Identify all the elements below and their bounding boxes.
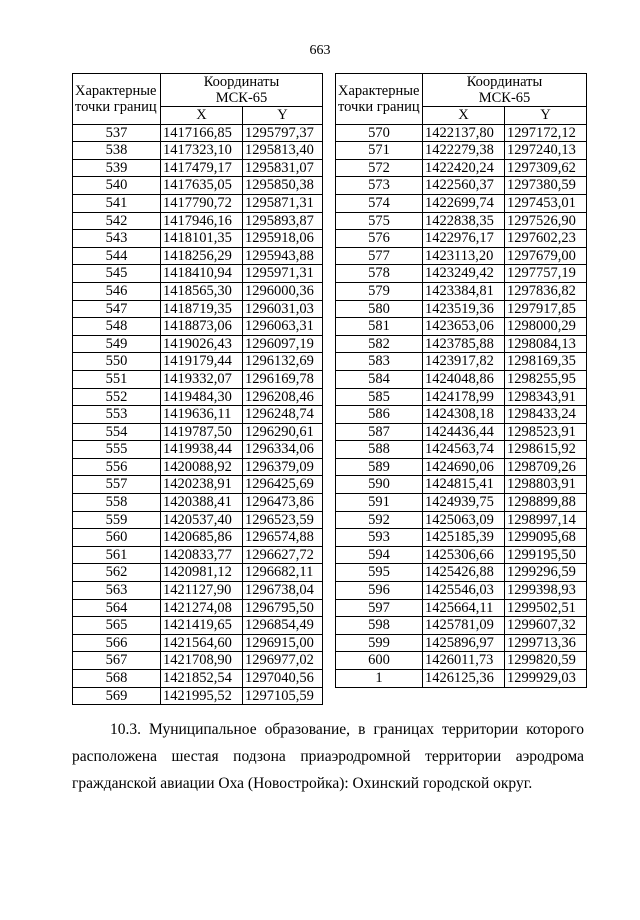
header-x: X <box>161 107 243 125</box>
table-row <box>336 159 587 177</box>
y-coordinate-cell: 1297679,00 <box>505 247 587 265</box>
x-coordinate-cell: 1418410,94 <box>161 265 243 283</box>
x-coordinate-cell: 1426011,73 <box>423 652 505 670</box>
y-coordinate-cell: 1296627,72 <box>243 546 323 564</box>
point-number-cell: 581 <box>336 318 423 336</box>
x-coordinate-cell: 1417479,17 <box>161 159 243 177</box>
table-row <box>73 599 323 617</box>
x-coordinate-cell: 1422699,74 <box>423 194 505 212</box>
x-coordinate-cell: 1424308,18 <box>423 406 505 424</box>
point-number-cell: 588 <box>336 441 423 459</box>
table-row <box>73 564 323 582</box>
table-row <box>336 458 587 476</box>
table-row <box>73 494 323 512</box>
point-number-cell: 582 <box>336 335 423 353</box>
table-row <box>336 599 587 617</box>
point-number-cell: 1 <box>336 670 423 688</box>
x-coordinate-cell: 1418565,30 <box>161 282 243 300</box>
x-coordinate-cell: 1417790,72 <box>161 194 243 212</box>
header-points-line2: точки границ <box>338 98 420 115</box>
y-coordinate-cell: 1298615,92 <box>505 441 587 459</box>
point-number-cell: 586 <box>336 406 423 424</box>
header-coordinates <box>161 74 323 107</box>
point-number-cell: 591 <box>336 494 423 512</box>
x-coordinate-cell: 1424690,06 <box>423 458 505 476</box>
y-coordinate-cell: 1299195,50 <box>505 546 587 564</box>
point-number-cell: 560 <box>73 529 161 547</box>
x-coordinate-cell: 1422560,37 <box>423 177 505 195</box>
point-number-cell: 563 <box>73 582 161 600</box>
table-row <box>73 335 323 353</box>
y-coordinate-cell: 1299502,51 <box>505 599 587 617</box>
paragraph-line: расположена шестая подзона приаэродромной территории аэродрома <box>72 748 584 765</box>
x-coordinate-cell: 1423653,06 <box>423 318 505 336</box>
y-coordinate-cell: 1298433,24 <box>505 406 587 424</box>
table-row <box>73 617 323 635</box>
header-coordinates-line1: Координаты <box>466 74 543 90</box>
table-row <box>73 388 323 406</box>
y-coordinate-cell: 1299296,59 <box>505 564 587 582</box>
table-row <box>336 353 587 371</box>
table-row <box>336 582 587 600</box>
table-row <box>336 494 587 512</box>
x-coordinate-cell: 1423785,88 <box>423 335 505 353</box>
table-row <box>336 177 587 195</box>
x-coordinate-cell: 1424436,44 <box>423 423 505 441</box>
point-number-cell: 590 <box>336 476 423 494</box>
x-coordinate-cell: 1417166,85 <box>161 124 243 142</box>
x-coordinate-cell: 1420685,86 <box>161 529 243 547</box>
x-coordinate-cell: 1425185,39 <box>423 529 505 547</box>
x-coordinate-cell: 1421419,65 <box>161 617 243 635</box>
table-row <box>73 687 323 705</box>
point-number-cell: 600 <box>336 652 423 670</box>
y-coordinate-cell: 1297526,90 <box>505 212 587 230</box>
table-row <box>73 194 323 212</box>
table-row <box>336 441 587 459</box>
x-coordinate-cell: 1423249,42 <box>423 265 505 283</box>
x-coordinate-cell: 1426125,36 <box>423 670 505 688</box>
point-number-cell: 592 <box>336 511 423 529</box>
table-row <box>73 582 323 600</box>
y-coordinate-cell: 1298000,29 <box>505 318 587 336</box>
x-coordinate-cell: 1422279,38 <box>423 142 505 160</box>
y-coordinate-cell: 1297380,59 <box>505 177 587 195</box>
table-row <box>73 300 323 318</box>
table-row <box>73 124 323 142</box>
table-row <box>336 670 587 688</box>
point-number-cell: 540 <box>73 177 161 195</box>
paragraph-line: 10.3. Муниципальное образование, в границах территории которого <box>110 721 584 738</box>
table-row <box>336 529 587 547</box>
table-row <box>73 406 323 424</box>
point-number-cell: 542 <box>73 212 161 230</box>
y-coordinate-cell: 1297040,56 <box>243 670 323 688</box>
table-row <box>73 212 323 230</box>
point-number-cell: 546 <box>73 282 161 300</box>
table-row <box>336 194 587 212</box>
point-number-cell: 568 <box>73 670 161 688</box>
table-row <box>336 247 587 265</box>
x-coordinate-cell: 1421995,52 <box>161 687 243 705</box>
y-coordinate-cell: 1296208,46 <box>243 388 323 406</box>
x-coordinate-cell: 1425426,88 <box>423 564 505 582</box>
x-coordinate-cell: 1419636,11 <box>161 406 243 424</box>
point-number-cell: 587 <box>336 423 423 441</box>
table-row <box>336 388 587 406</box>
x-coordinate-cell: 1424178,99 <box>423 388 505 406</box>
table-row <box>73 230 323 248</box>
y-coordinate-cell: 1295797,37 <box>243 124 323 142</box>
y-coordinate-cell: 1296248,74 <box>243 406 323 424</box>
y-coordinate-cell: 1299398,93 <box>505 582 587 600</box>
y-coordinate-cell: 1295813,40 <box>243 142 323 160</box>
x-coordinate-cell: 1422137,80 <box>423 124 505 142</box>
point-number-cell: 577 <box>336 247 423 265</box>
x-coordinate-cell: 1423917,82 <box>423 353 505 371</box>
x-coordinate-cell: 1422838,35 <box>423 212 505 230</box>
table-row <box>73 159 323 177</box>
x-coordinate-cell: 1422976,17 <box>423 230 505 248</box>
y-coordinate-cell: 1296523,59 <box>243 511 323 529</box>
table-row <box>73 634 323 652</box>
table-row <box>73 265 323 283</box>
paragraph-line: гражданской авиации Оха (Новостройка): Охинский городской округ. <box>72 775 533 792</box>
point-number-cell: 543 <box>73 230 161 248</box>
table-row <box>73 423 323 441</box>
table-row <box>336 142 587 160</box>
y-coordinate-cell: 1298997,14 <box>505 511 587 529</box>
point-number-cell: 576 <box>336 230 423 248</box>
point-number-cell: 579 <box>336 282 423 300</box>
y-coordinate-cell: 1298899,88 <box>505 494 587 512</box>
x-coordinate-cell: 1425664,11 <box>423 599 505 617</box>
point-number-cell: 573 <box>336 177 423 195</box>
point-number-cell: 549 <box>73 335 161 353</box>
table-row <box>336 212 587 230</box>
point-number-cell: 569 <box>73 687 161 705</box>
y-coordinate-cell: 1297917,85 <box>505 300 587 318</box>
x-coordinate-cell: 1420537,40 <box>161 511 243 529</box>
point-number-cell: 585 <box>336 388 423 406</box>
point-number-cell: 556 <box>73 458 161 476</box>
point-number-cell: 550 <box>73 353 161 371</box>
point-number-cell: 558 <box>73 494 161 512</box>
point-number-cell: 593 <box>336 529 423 547</box>
y-coordinate-cell: 1296379,09 <box>243 458 323 476</box>
point-number-cell: 594 <box>336 546 423 564</box>
table-row <box>73 441 323 459</box>
table-row <box>73 247 323 265</box>
y-coordinate-cell: 1297172,12 <box>505 124 587 142</box>
y-coordinate-cell: 1296473,86 <box>243 494 323 512</box>
point-number-cell: 545 <box>73 265 161 283</box>
header-coordinates-line2: МСК-65 <box>215 90 268 106</box>
header-x: X <box>423 107 505 125</box>
table-row <box>336 300 587 318</box>
table-row <box>73 142 323 160</box>
x-coordinate-cell: 1423519,36 <box>423 300 505 318</box>
point-number-cell: 539 <box>73 159 161 177</box>
table-row <box>73 652 323 670</box>
x-coordinate-cell: 1417323,10 <box>161 142 243 160</box>
point-number-cell: 578 <box>336 265 423 283</box>
header-y: Y <box>243 107 323 125</box>
x-coordinate-cell: 1425781,09 <box>423 617 505 635</box>
y-coordinate-cell: 1296290,61 <box>243 423 323 441</box>
y-coordinate-cell: 1299095,68 <box>505 529 587 547</box>
point-number-cell: 595 <box>336 564 423 582</box>
y-coordinate-cell: 1297309,62 <box>505 159 587 177</box>
y-coordinate-cell: 1295831,07 <box>243 159 323 177</box>
page-number: 663 <box>309 43 331 58</box>
point-number-cell: 551 <box>73 370 161 388</box>
point-number-cell: 589 <box>336 458 423 476</box>
y-coordinate-cell: 1299607,32 <box>505 617 587 635</box>
point-number-cell: 570 <box>336 124 423 142</box>
y-coordinate-cell: 1298343,91 <box>505 388 587 406</box>
x-coordinate-cell: 1419026,43 <box>161 335 243 353</box>
y-coordinate-cell: 1298803,91 <box>505 476 587 494</box>
point-number-cell: 559 <box>73 511 161 529</box>
point-number-cell: 565 <box>73 617 161 635</box>
y-coordinate-cell: 1297105,59 <box>243 687 323 705</box>
y-coordinate-cell: 1296334,06 <box>243 441 323 459</box>
x-coordinate-cell: 1424939,75 <box>423 494 505 512</box>
x-coordinate-cell: 1418719,35 <box>161 300 243 318</box>
point-number-cell: 596 <box>336 582 423 600</box>
y-coordinate-cell: 1298255,95 <box>505 370 587 388</box>
table-row <box>336 634 587 652</box>
y-coordinate-cell: 1296000,36 <box>243 282 323 300</box>
y-coordinate-cell: 1299929,03 <box>505 670 587 688</box>
x-coordinate-cell: 1419484,30 <box>161 388 243 406</box>
y-coordinate-cell: 1296063,31 <box>243 318 323 336</box>
header-y: Y <box>505 107 587 125</box>
x-coordinate-cell: 1417635,05 <box>161 177 243 195</box>
header-points-line1: Характерные <box>75 82 157 99</box>
y-coordinate-cell: 1295918,06 <box>243 230 323 248</box>
header-coordinates <box>423 74 587 107</box>
header-points-line1: Характерные <box>338 82 420 99</box>
x-coordinate-cell: 1425896,97 <box>423 634 505 652</box>
header-points <box>336 74 423 125</box>
y-coordinate-cell: 1296132,69 <box>243 353 323 371</box>
table-row <box>336 476 587 494</box>
x-coordinate-cell: 1420833,77 <box>161 546 243 564</box>
y-coordinate-cell: 1298169,35 <box>505 353 587 371</box>
table-row <box>336 282 587 300</box>
y-coordinate-cell: 1295971,31 <box>243 265 323 283</box>
table-row <box>336 617 587 635</box>
y-coordinate-cell: 1296574,88 <box>243 529 323 547</box>
x-coordinate-cell: 1421708,90 <box>161 652 243 670</box>
x-coordinate-cell: 1418101,35 <box>161 230 243 248</box>
header-points <box>73 74 161 125</box>
table-row <box>73 282 323 300</box>
x-coordinate-cell: 1421274,08 <box>161 599 243 617</box>
point-number-cell: 537 <box>73 124 161 142</box>
x-coordinate-cell: 1419179,44 <box>161 353 243 371</box>
header-points-line2: точки границ <box>75 98 157 115</box>
table-row <box>336 423 587 441</box>
y-coordinate-cell: 1297602,23 <box>505 230 587 248</box>
y-coordinate-cell: 1296795,50 <box>243 599 323 617</box>
y-coordinate-cell: 1295943,88 <box>243 247 323 265</box>
point-number-cell: 580 <box>336 300 423 318</box>
x-coordinate-cell: 1422420,24 <box>423 159 505 177</box>
x-coordinate-cell: 1425306,66 <box>423 546 505 564</box>
point-number-cell: 555 <box>73 441 161 459</box>
y-coordinate-cell: 1299820,59 <box>505 652 587 670</box>
y-coordinate-cell: 1296738,04 <box>243 582 323 600</box>
y-coordinate-cell: 1297836,82 <box>505 282 587 300</box>
x-coordinate-cell: 1420981,12 <box>161 564 243 582</box>
table-row <box>73 511 323 529</box>
y-coordinate-cell: 1298709,26 <box>505 458 587 476</box>
point-number-cell: 564 <box>73 599 161 617</box>
x-coordinate-cell: 1420238,91 <box>161 476 243 494</box>
y-coordinate-cell: 1296854,49 <box>243 617 323 635</box>
point-number-cell: 567 <box>73 652 161 670</box>
table-row <box>336 546 587 564</box>
table-row <box>73 353 323 371</box>
point-number-cell: 541 <box>73 194 161 212</box>
y-coordinate-cell: 1298084,13 <box>505 335 587 353</box>
table-row <box>73 476 323 494</box>
table-row <box>73 670 323 688</box>
point-number-cell: 566 <box>73 634 161 652</box>
zone-paragraph <box>72 716 584 797</box>
x-coordinate-cell: 1420088,92 <box>161 458 243 476</box>
y-coordinate-cell: 1296915,00 <box>243 634 323 652</box>
y-coordinate-cell: 1298523,91 <box>505 423 587 441</box>
point-number-cell: 562 <box>73 564 161 582</box>
x-coordinate-cell: 1421564,60 <box>161 634 243 652</box>
table-row <box>73 318 323 336</box>
point-number-cell: 538 <box>73 142 161 160</box>
x-coordinate-cell: 1419787,50 <box>161 423 243 441</box>
x-coordinate-cell: 1421852,54 <box>161 670 243 688</box>
coordinates-table-right-wrap <box>335 73 587 688</box>
point-number-cell: 598 <box>336 617 423 635</box>
x-coordinate-cell: 1419938,44 <box>161 441 243 459</box>
point-number-cell: 553 <box>73 406 161 424</box>
y-coordinate-cell: 1299713,36 <box>505 634 587 652</box>
y-coordinate-cell: 1297453,01 <box>505 194 587 212</box>
y-coordinate-cell: 1297240,13 <box>505 142 587 160</box>
x-coordinate-cell: 1423113,20 <box>423 247 505 265</box>
point-number-cell: 561 <box>73 546 161 564</box>
table-row <box>73 546 323 564</box>
point-number-cell: 597 <box>336 599 423 617</box>
coordinates-table-left-body <box>73 124 323 705</box>
header-coordinates-line2: МСК-65 <box>478 90 531 106</box>
y-coordinate-cell: 1296031,03 <box>243 300 323 318</box>
coordinates-table-right <box>335 73 587 688</box>
y-coordinate-cell: 1296682,11 <box>243 564 323 582</box>
point-number-cell: 575 <box>336 212 423 230</box>
point-number-cell: 572 <box>336 159 423 177</box>
x-coordinate-cell: 1425063,09 <box>423 511 505 529</box>
point-number-cell: 544 <box>73 247 161 265</box>
table-row <box>73 370 323 388</box>
point-number-cell: 583 <box>336 353 423 371</box>
x-coordinate-cell: 1419332,07 <box>161 370 243 388</box>
y-coordinate-cell: 1296977,02 <box>243 652 323 670</box>
y-coordinate-cell: 1296097,19 <box>243 335 323 353</box>
x-coordinate-cell: 1418873,06 <box>161 318 243 336</box>
x-coordinate-cell: 1417946,16 <box>161 212 243 230</box>
coordinates-table-left-wrap <box>72 73 323 705</box>
header-coordinates-line1: Координаты <box>203 74 280 90</box>
table-row <box>336 335 587 353</box>
point-number-cell: 599 <box>336 634 423 652</box>
table-row <box>336 511 587 529</box>
table-row <box>73 458 323 476</box>
y-coordinate-cell: 1295850,38 <box>243 177 323 195</box>
x-coordinate-cell: 1423384,81 <box>423 282 505 300</box>
point-number-cell: 548 <box>73 318 161 336</box>
table-row <box>336 124 587 142</box>
y-coordinate-cell: 1296425,69 <box>243 476 323 494</box>
x-coordinate-cell: 1421127,90 <box>161 582 243 600</box>
point-number-cell: 557 <box>73 476 161 494</box>
point-number-cell: 574 <box>336 194 423 212</box>
point-number-cell: 547 <box>73 300 161 318</box>
x-coordinate-cell: 1424815,41 <box>423 476 505 494</box>
table-row <box>73 529 323 547</box>
point-number-cell: 552 <box>73 388 161 406</box>
coordinates-table-right-body <box>336 124 587 687</box>
y-coordinate-cell: 1295871,31 <box>243 194 323 212</box>
table-row <box>336 265 587 283</box>
table-row <box>336 406 587 424</box>
x-coordinate-cell: 1424563,74 <box>423 441 505 459</box>
point-number-cell: 584 <box>336 370 423 388</box>
point-number-cell: 571 <box>336 142 423 160</box>
x-coordinate-cell: 1418256,29 <box>161 247 243 265</box>
x-coordinate-cell: 1425546,03 <box>423 582 505 600</box>
y-coordinate-cell: 1295893,87 <box>243 212 323 230</box>
coordinates-table-left <box>72 73 323 705</box>
y-coordinate-cell: 1296169,78 <box>243 370 323 388</box>
y-coordinate-cell: 1297757,19 <box>505 265 587 283</box>
table-row <box>336 564 587 582</box>
x-coordinate-cell: 1424048,86 <box>423 370 505 388</box>
table-row <box>73 177 323 195</box>
x-coordinate-cell: 1420388,41 <box>161 494 243 512</box>
point-number-cell: 554 <box>73 423 161 441</box>
table-row <box>336 230 587 248</box>
table-row <box>336 652 587 670</box>
table-row <box>336 370 587 388</box>
table-row <box>336 318 587 336</box>
